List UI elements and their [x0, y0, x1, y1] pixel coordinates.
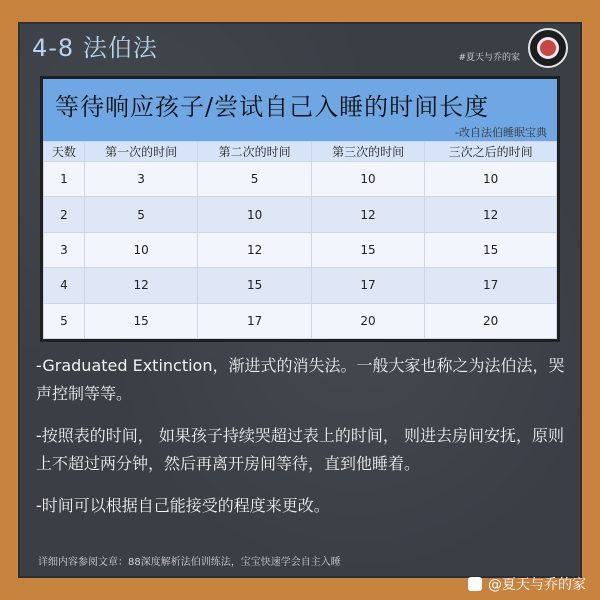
table-cell: 10 [311, 162, 424, 197]
table-cell: 15 [84, 303, 197, 338]
table-row [44, 197, 557, 232]
footer-right-text: @夏天与乔的家 [488, 577, 586, 593]
brand-logo-icon [528, 28, 568, 68]
footer-left-text: 详细内容参阅文章：88深度解析法伯训练法，宝宝快速学会自主入睡 [38, 557, 341, 568]
col-third: 第三次的时间 [311, 142, 424, 162]
table-row [44, 162, 557, 197]
note-paragraph-3: -时间可以根据自己能接受的程度来更改。 [36, 496, 330, 515]
table-row [44, 303, 557, 338]
table-cell: 12 [84, 268, 197, 303]
table-row [44, 268, 557, 303]
header [18, 22, 582, 66]
table-cell: 1 [44, 162, 85, 197]
watermark-icon [468, 577, 482, 591]
table-cell: 12 [425, 197, 557, 232]
col-first: 第一次的时间 [84, 142, 197, 162]
notes [36, 352, 566, 534]
card-source: -改自法伯睡眠宝典 [455, 126, 547, 139]
table-cell: 15 [425, 232, 557, 267]
table-header-row [44, 142, 557, 162]
table-cell: 15 [198, 268, 311, 303]
table-cell: 15 [311, 232, 424, 267]
note-paragraph-1: -Graduated Extinction，渐进式的消失法。一般大家也称之为法伯法，哭声控制等等。 [36, 356, 565, 403]
footer-watermark [468, 574, 586, 594]
table-cell: 5 [198, 162, 311, 197]
table-cell: 12 [198, 232, 311, 267]
table-cell: 10 [198, 197, 311, 232]
note-paragraph-2: -按照表的时间， 如果孩子持续哭超过表上的时间， 则进去房间安抚，原则上不超过两分钟，然后再离开房间等待，直到他睡着。 [36, 426, 564, 473]
table-cell: 5 [84, 197, 197, 232]
section-title: 4-8 法伯法 [32, 34, 158, 62]
col-second: 第二次的时间 [198, 142, 311, 162]
table-row [44, 232, 557, 267]
table-cell: 17 [198, 303, 311, 338]
table-cell: 17 [425, 268, 557, 303]
chalkboard [18, 22, 582, 578]
table-cell: 3 [84, 162, 197, 197]
table-card [40, 76, 560, 342]
table-cell: 5 [44, 303, 85, 338]
watermark-text: #夏天与乔的家 [458, 53, 520, 63]
table-cell: 20 [311, 303, 424, 338]
table-cell: 17 [311, 268, 424, 303]
schedule-table [43, 141, 557, 339]
table-cell: 3 [44, 232, 85, 267]
schedule-table-container [43, 141, 557, 339]
col-after: 三次之后的时间 [425, 142, 557, 162]
table-cell: 12 [311, 197, 424, 232]
table-cell: 10 [425, 162, 557, 197]
table-cell: 4 [44, 268, 85, 303]
table-cell: 20 [425, 303, 557, 338]
col-days: 天数 [44, 142, 85, 162]
table-cell: 10 [84, 232, 197, 267]
table-cell: 2 [44, 197, 85, 232]
card-title: 等待响应孩子/尝试自己入睡的时间长度 [55, 93, 490, 121]
